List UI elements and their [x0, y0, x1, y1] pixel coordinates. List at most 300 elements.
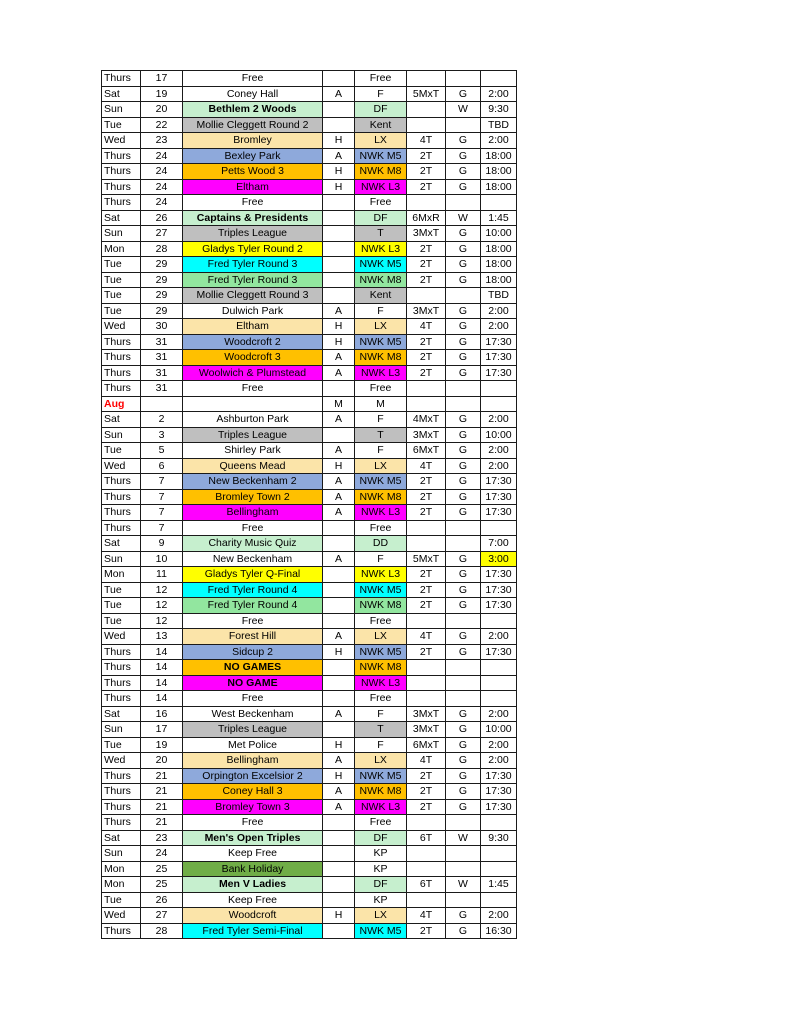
competition-code-cell: F: [355, 86, 407, 102]
time-cell: 2:00: [481, 412, 517, 428]
game-type-cell: [407, 71, 446, 87]
game-type-cell: 3MxT: [407, 722, 446, 738]
competition-code-cell: NWK L3: [355, 675, 407, 691]
green-cell: G: [446, 303, 481, 319]
event-cell: Keep Free: [183, 892, 323, 908]
table-row: [102, 303, 517, 319]
date-cell: 20: [141, 753, 183, 769]
fixtures-table: [101, 70, 517, 939]
table-row: [102, 830, 517, 846]
date-cell: 12: [141, 613, 183, 629]
home-away-cell: H: [323, 133, 355, 149]
time-cell: [481, 71, 517, 87]
day-cell: Sun: [102, 102, 141, 118]
competition-code-cell: F: [355, 303, 407, 319]
event-cell: Ashburton Park: [183, 412, 323, 428]
event-cell: Men V Ladies: [183, 877, 323, 893]
time-cell: 2:00: [481, 753, 517, 769]
time-cell: 17:30: [481, 567, 517, 583]
table-row: [102, 396, 517, 412]
date-cell: 30: [141, 319, 183, 335]
table-row: [102, 319, 517, 335]
game-type-cell: 6MxR: [407, 210, 446, 226]
competition-code-cell: NWK M5: [355, 148, 407, 164]
competition-code-cell: F: [355, 737, 407, 753]
event-cell: Eltham: [183, 179, 323, 195]
game-type-cell: [407, 520, 446, 536]
fixtures-table-body: [102, 71, 517, 939]
time-cell: 18:00: [481, 257, 517, 273]
time-cell: [481, 660, 517, 676]
date-cell: 10: [141, 551, 183, 567]
time-cell: 10:00: [481, 427, 517, 443]
green-cell: G: [446, 505, 481, 521]
green-cell: W: [446, 102, 481, 118]
competition-code-cell: T: [355, 226, 407, 242]
table-row: [102, 257, 517, 273]
game-type-cell: [407, 396, 446, 412]
game-type-cell: 4T: [407, 133, 446, 149]
time-cell: [481, 861, 517, 877]
time-cell: 16:30: [481, 923, 517, 939]
table-row: [102, 706, 517, 722]
time-cell: [481, 675, 517, 691]
time-cell: 17:30: [481, 474, 517, 490]
green-cell: G: [446, 582, 481, 598]
home-away-cell: A: [323, 350, 355, 366]
table-row: [102, 443, 517, 459]
green-cell: G: [446, 598, 481, 614]
home-away-cell: A: [323, 86, 355, 102]
event-cell: NO GAMES: [183, 660, 323, 676]
date-cell: 26: [141, 210, 183, 226]
time-cell: 9:30: [481, 102, 517, 118]
green-cell: G: [446, 753, 481, 769]
competition-code-cell: DF: [355, 830, 407, 846]
game-type-cell: 3MxT: [407, 427, 446, 443]
day-cell: Tue: [102, 303, 141, 319]
day-cell: Wed: [102, 133, 141, 149]
time-cell: 1:45: [481, 210, 517, 226]
green-cell: [446, 381, 481, 397]
event-cell: Bank Holiday: [183, 861, 323, 877]
day-cell: Mon: [102, 241, 141, 257]
time-cell: 2:00: [481, 706, 517, 722]
day-cell: Thurs: [102, 195, 141, 211]
game-type-cell: 6T: [407, 830, 446, 846]
game-type-cell: 3MxT: [407, 706, 446, 722]
home-away-cell: [323, 877, 355, 893]
date-cell: 21: [141, 784, 183, 800]
event-cell: Bexley Park: [183, 148, 323, 164]
green-cell: [446, 675, 481, 691]
date-cell: 24: [141, 148, 183, 164]
green-cell: G: [446, 164, 481, 180]
competition-code-cell: NWK M5: [355, 334, 407, 350]
game-type-cell: 2T: [407, 257, 446, 273]
day-cell: Sun: [102, 551, 141, 567]
game-type-cell: 2T: [407, 241, 446, 257]
date-cell: 5: [141, 443, 183, 459]
game-type-cell: 2T: [407, 148, 446, 164]
day-cell: Thurs: [102, 148, 141, 164]
event-cell: Bethlem 2 Woods: [183, 102, 323, 118]
time-cell: [481, 381, 517, 397]
date-cell: 14: [141, 660, 183, 676]
day-cell: Thurs: [102, 520, 141, 536]
table-row: [102, 427, 517, 443]
home-away-cell: A: [323, 551, 355, 567]
home-away-cell: A: [323, 799, 355, 815]
home-away-cell: [323, 288, 355, 304]
home-away-cell: A: [323, 443, 355, 459]
green-cell: G: [446, 784, 481, 800]
time-cell: 2:00: [481, 133, 517, 149]
competition-code-cell: NWK M5: [355, 474, 407, 490]
table-row: [102, 908, 517, 924]
date-cell: 22: [141, 117, 183, 133]
game-type-cell: [407, 117, 446, 133]
game-type-cell: 2T: [407, 567, 446, 583]
date-cell: 19: [141, 737, 183, 753]
green-cell: G: [446, 443, 481, 459]
table-row: [102, 226, 517, 242]
day-cell: Mon: [102, 861, 141, 877]
game-type-cell: 5MxT: [407, 551, 446, 567]
day-cell: Wed: [102, 319, 141, 335]
green-cell: W: [446, 877, 481, 893]
game-type-cell: [407, 195, 446, 211]
date-cell: 29: [141, 272, 183, 288]
event-cell: Coney Hall: [183, 86, 323, 102]
competition-code-cell: F: [355, 706, 407, 722]
event-cell: Keep Free: [183, 846, 323, 862]
green-cell: [446, 536, 481, 552]
date-cell: 25: [141, 861, 183, 877]
game-type-cell: 2T: [407, 582, 446, 598]
time-cell: 10:00: [481, 722, 517, 738]
time-cell: 2:00: [481, 319, 517, 335]
day-cell: Sun: [102, 427, 141, 443]
game-type-cell: [407, 613, 446, 629]
day-cell: Thurs: [102, 815, 141, 831]
green-cell: G: [446, 629, 481, 645]
game-type-cell: [407, 381, 446, 397]
green-cell: G: [446, 923, 481, 939]
home-away-cell: [323, 892, 355, 908]
day-cell: Tue: [102, 288, 141, 304]
game-type-cell: 5MxT: [407, 86, 446, 102]
green-cell: G: [446, 412, 481, 428]
table-row: [102, 117, 517, 133]
date-cell: 21: [141, 799, 183, 815]
date-cell: 3: [141, 427, 183, 443]
table-row: [102, 784, 517, 800]
time-cell: 7:00: [481, 536, 517, 552]
competition-code-cell: DD: [355, 536, 407, 552]
competition-code-cell: LX: [355, 908, 407, 924]
table-row: [102, 567, 517, 583]
event-cell: Coney Hall 3: [183, 784, 323, 800]
home-away-cell: [323, 257, 355, 273]
event-cell: Woodcroft 3: [183, 350, 323, 366]
time-cell: 18:00: [481, 241, 517, 257]
event-cell: Fred Tyler Semi-Final: [183, 923, 323, 939]
home-away-cell: H: [323, 164, 355, 180]
day-cell: Wed: [102, 458, 141, 474]
time-cell: 2:00: [481, 737, 517, 753]
day-cell: Sat: [102, 210, 141, 226]
game-type-cell: 2T: [407, 350, 446, 366]
time-cell: 17:30: [481, 582, 517, 598]
green-cell: G: [446, 644, 481, 660]
event-cell: Woolwich & Plumstead: [183, 365, 323, 381]
competition-code-cell: LX: [355, 319, 407, 335]
date-cell: 23: [141, 133, 183, 149]
home-away-cell: H: [323, 334, 355, 350]
time-cell: 17:30: [481, 505, 517, 521]
table-row: [102, 722, 517, 738]
home-away-cell: [323, 241, 355, 257]
game-type-cell: 6MxT: [407, 443, 446, 459]
home-away-cell: [323, 71, 355, 87]
day-cell: Tue: [102, 737, 141, 753]
date-cell: 24: [141, 179, 183, 195]
event-cell: Woodcroft: [183, 908, 323, 924]
competition-code-cell: NWK M5: [355, 582, 407, 598]
day-cell: Thurs: [102, 489, 141, 505]
day-cell: Tue: [102, 117, 141, 133]
date-cell: 20: [141, 102, 183, 118]
green-cell: G: [446, 567, 481, 583]
home-away-cell: A: [323, 706, 355, 722]
game-type-cell: 2T: [407, 598, 446, 614]
home-away-cell: [323, 815, 355, 831]
competition-code-cell: NWK M8: [355, 164, 407, 180]
day-cell: Sat: [102, 706, 141, 722]
competition-code-cell: NWK L3: [355, 179, 407, 195]
time-cell: 18:00: [481, 272, 517, 288]
date-cell: 13: [141, 629, 183, 645]
time-cell: 17:30: [481, 644, 517, 660]
home-away-cell: [323, 272, 355, 288]
date-cell: 19: [141, 86, 183, 102]
table-row: [102, 241, 517, 257]
day-cell: Thurs: [102, 784, 141, 800]
home-away-cell: [323, 536, 355, 552]
event-cell: Free: [183, 691, 323, 707]
date-cell: 24: [141, 195, 183, 211]
green-cell: [446, 660, 481, 676]
table-row: [102, 272, 517, 288]
home-away-cell: [323, 195, 355, 211]
table-row: [102, 505, 517, 521]
day-cell: Thurs: [102, 768, 141, 784]
competition-code-cell: NWK M8: [355, 784, 407, 800]
game-type-cell: 2T: [407, 644, 446, 660]
table-row: [102, 195, 517, 211]
day-cell: Thurs: [102, 365, 141, 381]
home-away-cell: [323, 520, 355, 536]
competition-code-cell: LX: [355, 753, 407, 769]
green-cell: G: [446, 148, 481, 164]
event-cell: Men's Open Triples: [183, 830, 323, 846]
time-cell: TBD: [481, 288, 517, 304]
game-type-cell: 4T: [407, 908, 446, 924]
day-cell: Thurs: [102, 179, 141, 195]
event-cell: Forest Hill: [183, 629, 323, 645]
game-type-cell: 3MxT: [407, 303, 446, 319]
time-cell: [481, 396, 517, 412]
competition-code-cell: NWK L3: [355, 505, 407, 521]
home-away-cell: H: [323, 737, 355, 753]
game-type-cell: 2T: [407, 768, 446, 784]
time-cell: 2:00: [481, 629, 517, 645]
green-cell: G: [446, 908, 481, 924]
day-cell: Thurs: [102, 923, 141, 939]
event-cell: Bromley Town 2: [183, 489, 323, 505]
green-cell: [446, 288, 481, 304]
home-away-cell: [323, 846, 355, 862]
table-row: [102, 350, 517, 366]
green-cell: G: [446, 799, 481, 815]
time-cell: 10:00: [481, 226, 517, 242]
event-cell: Triples League: [183, 226, 323, 242]
table-row: [102, 210, 517, 226]
date-cell: 7: [141, 505, 183, 521]
competition-code-cell: Kent: [355, 117, 407, 133]
table-row: [102, 644, 517, 660]
event-cell: Free: [183, 195, 323, 211]
green-cell: [446, 195, 481, 211]
table-row: [102, 753, 517, 769]
time-cell: [481, 892, 517, 908]
competition-code-cell: DF: [355, 877, 407, 893]
home-away-cell: A: [323, 474, 355, 490]
home-away-cell: A: [323, 365, 355, 381]
table-row: [102, 148, 517, 164]
day-cell: Tue: [102, 443, 141, 459]
competition-code-cell: Free: [355, 691, 407, 707]
home-away-cell: [323, 722, 355, 738]
event-cell: Petts Wood 3: [183, 164, 323, 180]
game-type-cell: [407, 675, 446, 691]
time-cell: [481, 613, 517, 629]
day-cell: Thurs: [102, 660, 141, 676]
green-cell: [446, 892, 481, 908]
event-cell: Fred Tyler Round 3: [183, 257, 323, 273]
day-cell: Wed: [102, 629, 141, 645]
date-cell: 27: [141, 908, 183, 924]
green-cell: [446, 396, 481, 412]
home-away-cell: M: [323, 396, 355, 412]
table-row: [102, 474, 517, 490]
month-label: Aug: [102, 396, 141, 412]
home-away-cell: A: [323, 753, 355, 769]
game-type-cell: 3MxT: [407, 226, 446, 242]
table-row: [102, 365, 517, 381]
green-cell: G: [446, 551, 481, 567]
home-away-cell: A: [323, 303, 355, 319]
home-away-cell: H: [323, 768, 355, 784]
green-cell: [446, 691, 481, 707]
date-cell: [141, 396, 183, 412]
event-cell: Dulwich Park: [183, 303, 323, 319]
event-cell: Triples League: [183, 427, 323, 443]
competition-code-cell: NWK M8: [355, 598, 407, 614]
time-cell: 17:30: [481, 334, 517, 350]
home-away-cell: [323, 381, 355, 397]
time-cell: [481, 520, 517, 536]
table-row: [102, 582, 517, 598]
competition-code-cell: T: [355, 722, 407, 738]
day-cell: Thurs: [102, 381, 141, 397]
day-cell: Tue: [102, 582, 141, 598]
competition-code-cell: KP: [355, 892, 407, 908]
competition-code-cell: DF: [355, 210, 407, 226]
game-type-cell: 6MxT: [407, 737, 446, 753]
game-type-cell: 2T: [407, 272, 446, 288]
table-row: [102, 877, 517, 893]
date-cell: 14: [141, 691, 183, 707]
home-away-cell: [323, 691, 355, 707]
home-away-cell: [323, 830, 355, 846]
green-cell: G: [446, 272, 481, 288]
table-row: [102, 846, 517, 862]
event-cell: New Beckenham 2: [183, 474, 323, 490]
game-type-cell: 4T: [407, 753, 446, 769]
competition-code-cell: LX: [355, 629, 407, 645]
event-cell: Woodcroft 2: [183, 334, 323, 350]
competition-code-cell: Free: [355, 381, 407, 397]
green-cell: [446, 520, 481, 536]
time-cell: 3:00: [481, 551, 517, 567]
day-cell: Sat: [102, 830, 141, 846]
date-cell: 12: [141, 598, 183, 614]
home-away-cell: [323, 117, 355, 133]
game-type-cell: 2T: [407, 334, 446, 350]
event-cell: New Beckenham: [183, 551, 323, 567]
competition-code-cell: LX: [355, 458, 407, 474]
time-cell: 17:30: [481, 784, 517, 800]
time-cell: 2:00: [481, 86, 517, 102]
game-type-cell: 4T: [407, 458, 446, 474]
green-cell: G: [446, 737, 481, 753]
day-cell: Thurs: [102, 799, 141, 815]
date-cell: 11: [141, 567, 183, 583]
event-cell: Charity Music Quiz: [183, 536, 323, 552]
event-cell: Free: [183, 520, 323, 536]
game-type-cell: 2T: [407, 474, 446, 490]
game-type-cell: 2T: [407, 784, 446, 800]
day-cell: Wed: [102, 753, 141, 769]
event-cell: Bellingham: [183, 753, 323, 769]
date-cell: 26: [141, 892, 183, 908]
table-row: [102, 551, 517, 567]
green-cell: [446, 117, 481, 133]
table-row: [102, 381, 517, 397]
game-type-cell: [407, 660, 446, 676]
home-away-cell: [323, 582, 355, 598]
event-cell: [183, 396, 323, 412]
day-cell: Tue: [102, 257, 141, 273]
day-cell: Thurs: [102, 691, 141, 707]
event-cell: Sidcup 2: [183, 644, 323, 660]
table-row: [102, 288, 517, 304]
green-cell: G: [446, 86, 481, 102]
game-type-cell: 2T: [407, 164, 446, 180]
time-cell: 18:00: [481, 179, 517, 195]
